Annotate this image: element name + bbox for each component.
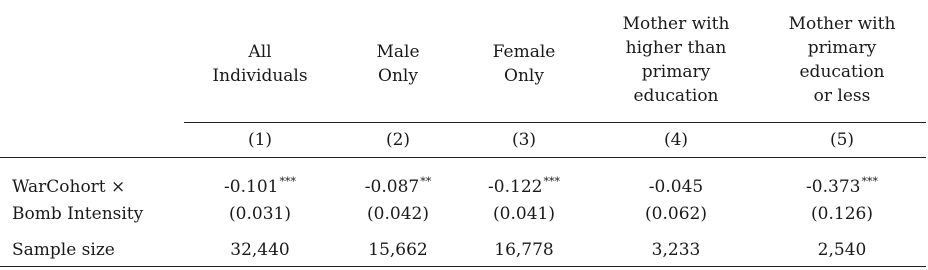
col-number-3: (3) [511,130,537,150]
col-number-1: (1) [247,130,273,150]
bottom-rule [0,266,926,267]
sample-size-cell-1: 32,440 [230,240,290,260]
estimate-cell-1: -0.101*** [224,175,296,197]
col-header-4: Mother with higher than primary education [622,14,730,106]
sample-size-cell-3: 16,778 [494,240,554,260]
col-header-5: Mother with primary education or less [788,14,896,106]
col-header-3: Female Only [492,42,556,86]
std-error-cell-5: (0.126) [811,204,873,224]
col-header-1: All Individuals [212,42,308,86]
col-number-4: (4) [663,130,689,150]
col-header-2: Male Only [376,42,420,86]
sample-size-cell-2: 15,662 [368,240,428,260]
estimate-cell-2: -0.087** [364,175,432,197]
significance-stars: *** [543,175,560,188]
estimate-cell-4: -0.045 [648,177,704,197]
body-rule [0,157,926,158]
sample-size-cell-5: 2,540 [817,240,867,260]
coef-label-line2: Bomb Intensity [12,204,144,224]
coef-label-line1: WarCohort × [12,177,126,197]
col-number-2: (2) [385,130,411,150]
std-error-cell-1: (0.031) [229,204,291,224]
header-rule [184,122,926,123]
sample-size-label: Sample size [12,240,115,260]
sample-size-cell-4: 3,233 [651,240,701,260]
significance-stars: ** [420,175,432,188]
std-error-cell-4: (0.062) [645,204,707,224]
std-error-cell-2: (0.042) [367,204,429,224]
estimate-cell-3: -0.122*** [488,175,560,197]
significance-stars: *** [279,175,296,188]
significance-stars: *** [861,175,878,188]
col-number-5: (5) [829,130,855,150]
std-error-cell-3: (0.041) [493,204,555,224]
estimate-cell-5: -0.373*** [806,175,878,197]
